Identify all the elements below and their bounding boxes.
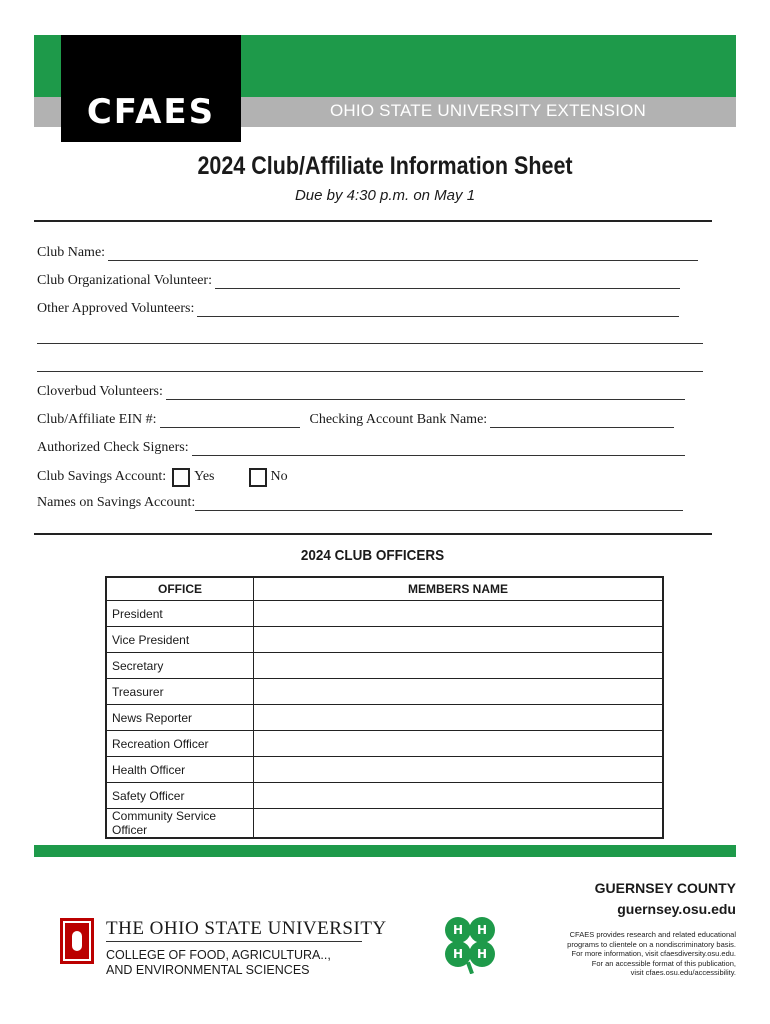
ein-field[interactable] [37, 412, 674, 428]
disclaimer-line: visit cfaes.osu.edu/accessibility. [630, 968, 736, 977]
office-column-header: OFFICE [106, 577, 254, 601]
officers-table [105, 576, 664, 839]
footer-green-band [34, 845, 736, 857]
table-row [106, 705, 663, 731]
member-name-cell[interactable] [254, 627, 664, 653]
check-signers-field[interactable] [37, 440, 685, 456]
organizational-volunteer-line[interactable] [215, 276, 680, 289]
savings-names-field[interactable] [37, 495, 683, 511]
member-name-cell[interactable] [254, 653, 664, 679]
table-row [106, 653, 663, 679]
club-name-field[interactable] [37, 245, 698, 261]
extension-label: OHIO STATE UNIVERSITY EXTENSION [330, 101, 647, 120]
bank-line[interactable] [490, 415, 674, 428]
savings-label: Club Savings Account: [37, 469, 167, 484]
clover-h-bottom-right: H [476, 947, 488, 961]
due-date: Due by 4:30 p.m. on May 1 [294, 187, 476, 204]
college-line-2: AND ENVIRONMENTAL SCIENCES [106, 963, 310, 977]
member-name-cell[interactable] [254, 783, 664, 809]
college-line-1: COLLEGE OF FOOD, AGRICULTURA.., [106, 948, 331, 962]
osu-college-name [106, 948, 331, 978]
organizational-volunteer-label: Club Organizational Volunteer: [37, 273, 212, 288]
office-cell: Safety Officer [106, 783, 254, 809]
clover-h-bottom-left: H [452, 947, 464, 961]
page-title: 2024 Club/Affiliate Information Sheet [197, 152, 573, 180]
office-cell: Vice President [106, 627, 254, 653]
table-row [106, 679, 663, 705]
ein-line[interactable] [160, 415, 300, 428]
organizational-volunteer-field[interactable] [37, 273, 680, 289]
table-row [106, 757, 663, 783]
other-volunteers-line-3[interactable] [37, 370, 703, 372]
other-volunteers-line[interactable] [197, 304, 679, 317]
member-name-cell[interactable] [254, 731, 664, 757]
disclaimer-line: programs to clientele on a nondiscriminatory basis. [567, 939, 736, 949]
check-signers-label: Authorized Check Signers: [37, 440, 189, 455]
bank-label: Checking Account Bank Name: [309, 412, 488, 427]
county-website[interactable]: guernsey.osu.edu [617, 901, 736, 917]
county-name: GUERNSEY COUNTY [594, 880, 736, 896]
member-name-cell[interactable] [254, 601, 664, 627]
clover-h-top-right: H [476, 923, 488, 937]
divider-top [34, 220, 712, 222]
divider-bottom [34, 533, 712, 535]
savings-names-label: Names on Savings Account: [37, 495, 196, 510]
cloverbud-line[interactable] [166, 387, 685, 400]
office-cell: Community Service Officer [106, 809, 254, 839]
member-name-cell[interactable] [254, 705, 664, 731]
other-volunteers-field[interactable] [37, 301, 679, 317]
members-name-column-header: MEMBERS NAME [254, 577, 664, 601]
club-name-line[interactable] [108, 248, 698, 261]
member-name-cell[interactable] [254, 757, 664, 783]
disclaimer-line: For an accessible format of this publication, [591, 958, 736, 968]
office-cell: Secretary [106, 653, 254, 679]
table-row [106, 731, 663, 757]
table-row [106, 601, 663, 627]
member-name-cell[interactable] [254, 679, 664, 705]
four-h-clover-icon [438, 910, 502, 974]
office-cell: News Reporter [106, 705, 254, 731]
savings-account-field [37, 466, 288, 485]
table-row [106, 809, 663, 839]
disclaimer-line: For more information, visit cfaesdiversity.osu.edu. [571, 949, 736, 958]
table-row [106, 783, 663, 809]
osu-rule [106, 941, 362, 942]
office-cell: Recreation Officer [106, 731, 254, 757]
check-signers-line[interactable] [192, 443, 685, 456]
savings-no-label: No [270, 469, 288, 484]
osu-block-o-icon [60, 918, 94, 964]
office-cell: Treasurer [106, 679, 254, 705]
savings-no-checkbox[interactable] [249, 468, 267, 487]
member-name-cell[interactable] [254, 809, 664, 839]
officers-title: 2024 CLUB OFFICERS [300, 547, 445, 564]
officers-header-row [106, 577, 663, 601]
office-cell: President [106, 601, 254, 627]
clover-h-top-left: H [452, 923, 464, 937]
disclaimer-line: CFAES provides research and related educational [569, 930, 736, 939]
county-block [595, 878, 736, 920]
savings-names-line[interactable] [195, 498, 683, 511]
office-cell: Health Officer [106, 757, 254, 783]
cfaes-logo [61, 35, 241, 142]
table-row [106, 627, 663, 653]
other-volunteers-label: Other Approved Volunteers: [37, 301, 195, 316]
ein-label: Club/Affiliate EIN #: [37, 412, 157, 427]
savings-yes-checkbox[interactable] [172, 468, 190, 487]
cfaes-logo-text: CFAES [86, 92, 216, 132]
nondiscrimination-statement [516, 930, 736, 978]
club-name-label: Club Name: [37, 245, 106, 260]
cloverbud-label: Cloverbud Volunteers: [37, 384, 163, 399]
cloverbud-field[interactable] [37, 384, 685, 400]
savings-yes-label: Yes [194, 469, 215, 484]
other-volunteers-line-2[interactable] [37, 342, 703, 344]
osu-wordmark: THE OHIO STATE UNIVERSITY [106, 918, 387, 939]
